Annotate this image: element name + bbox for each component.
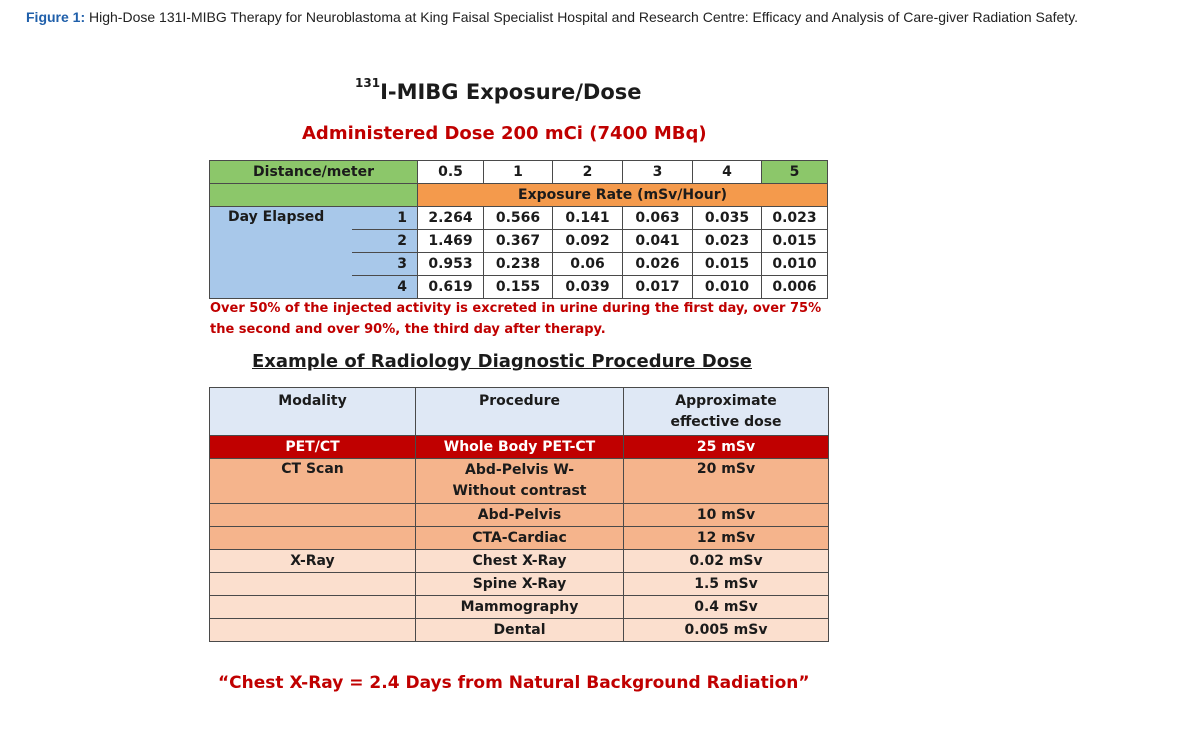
modality-cell	[210, 504, 416, 527]
distance-col: 5	[762, 161, 828, 184]
example-title: Example of Radiology Diagnostic Procedure Dose	[252, 351, 752, 372]
blank-cell	[210, 184, 418, 207]
day-elapsed-label: Day Elapsed	[210, 207, 352, 299]
exposure-table	[209, 160, 828, 299]
modality-cell	[210, 596, 416, 619]
rate-cell: 0.041	[623, 230, 693, 253]
rate-cell: 0.367	[484, 230, 553, 253]
dose-cell: 20 mSv	[624, 459, 829, 504]
caption-text: High-Dose 131I-MIBG Therapy for Neuroblastoma at King Faisal Specialist Hospital and Research Centre: Efficacy and Analysis of Care-giver Radiation Safety.	[89, 9, 1079, 25]
procedure-line: Abd-Pelvis W-	[465, 462, 574, 478]
excretion-note: Over 50% of the injected activity is excreted in urine during the first day, over 75% the second and over 90%, the third day after therapy.	[210, 301, 822, 337]
procedure-cell: Mammography	[416, 596, 624, 619]
modality-cell: X-Ray	[210, 550, 416, 573]
rate-cell: 0.039	[553, 276, 623, 299]
rate-cell: 0.155	[484, 276, 553, 299]
rate-cell: 0.026	[623, 253, 693, 276]
procedure-header: Procedure	[416, 388, 624, 436]
dose-header-line: effective dose	[670, 414, 782, 430]
procedure-line: Without contrast	[452, 483, 587, 499]
modality-cell: CT Scan	[210, 459, 416, 504]
rate-cell: 0.010	[762, 253, 828, 276]
rate-cell: 0.010	[693, 276, 762, 299]
dose-cell: 25 mSv	[624, 436, 829, 459]
day-number: 1	[352, 207, 418, 230]
rate-cell: 0.006	[762, 276, 828, 299]
rate-cell: 0.141	[553, 207, 623, 230]
exposure-rate-header: Exposure Rate (mSv/Hour)	[418, 184, 828, 207]
dose-header	[624, 388, 829, 436]
modality-header: Modality	[210, 388, 416, 436]
rate-cell: 0.015	[762, 230, 828, 253]
dose-cell: 0.4 mSv	[624, 596, 829, 619]
title-main: I-MIBG Exposure/Dose	[380, 80, 642, 104]
background-radiation-quote: “Chest X-Ray = 2.4 Days from Natural Background Radiation”	[218, 673, 810, 693]
figure-subtitle: Administered Dose 200 mCi (7400 MBq)	[302, 123, 707, 144]
dose-cell: 0.02 mSv	[624, 550, 829, 573]
dose-cell: 0.005 mSv	[624, 619, 829, 642]
procedure-cell: Abd-Pelvis	[416, 504, 624, 527]
rate-cell: 0.015	[693, 253, 762, 276]
distance-col: 3	[623, 161, 693, 184]
distance-header: Distance/meter	[210, 161, 418, 184]
day-number: 3	[352, 253, 418, 276]
distance-col: 2	[553, 161, 623, 184]
rate-cell: 2.264	[418, 207, 484, 230]
title-superscript: 131	[355, 76, 381, 90]
procedure-cell: Whole Body PET-CT	[416, 436, 624, 459]
modality-cell	[210, 619, 416, 642]
dose-cell: 1.5 mSv	[624, 573, 829, 596]
rate-cell: 0.017	[623, 276, 693, 299]
modality-cell: PET/CT	[210, 436, 416, 459]
procedure-cell	[416, 459, 624, 504]
dose-cell: 12 mSv	[624, 527, 829, 550]
rate-cell: 0.238	[484, 253, 553, 276]
modality-cell	[210, 527, 416, 550]
distance-col: 4	[693, 161, 762, 184]
day-number: 4	[352, 276, 418, 299]
caption-label: Figure 1:	[26, 9, 86, 25]
rate-cell: 0.619	[418, 276, 484, 299]
rate-cell: 0.063	[623, 207, 693, 230]
rate-cell: 0.023	[762, 207, 828, 230]
dose-header-line: Approximate	[675, 393, 777, 409]
procedure-cell: Chest X-Ray	[416, 550, 624, 573]
rate-cell: 0.06	[553, 253, 623, 276]
rate-cell: 0.566	[484, 207, 553, 230]
distance-col: 0.5	[418, 161, 484, 184]
rate-cell: 0.023	[693, 230, 762, 253]
rate-cell: 0.035	[693, 207, 762, 230]
dose-cell: 10 mSv	[624, 504, 829, 527]
dose-table	[209, 387, 829, 642]
procedure-cell: Dental	[416, 619, 624, 642]
distance-col: 1	[484, 161, 553, 184]
day-number: 2	[352, 230, 418, 253]
figure-title	[355, 76, 642, 104]
rate-cell: 0.092	[553, 230, 623, 253]
rate-cell: 1.469	[418, 230, 484, 253]
modality-cell	[210, 573, 416, 596]
rate-cell: 0.953	[418, 253, 484, 276]
procedure-cell: CTA-Cardiac	[416, 527, 624, 550]
procedure-cell: Spine X-Ray	[416, 573, 624, 596]
